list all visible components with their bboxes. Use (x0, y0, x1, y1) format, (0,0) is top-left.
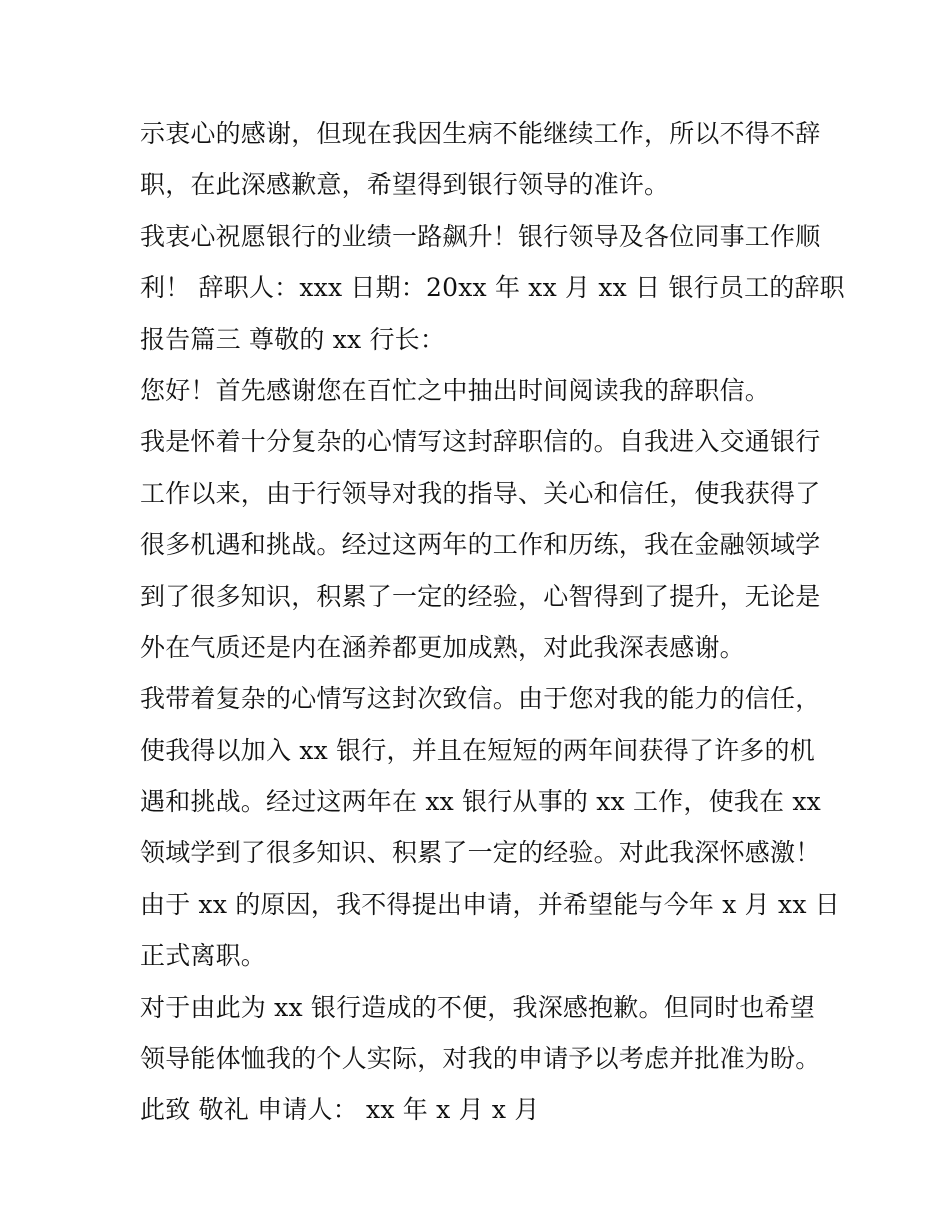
text-line: 对于由此为 xx 银行造成的不便，我深感抱歉。但同时也希望 (140, 992, 815, 1022)
text-line: 到了很多知识，积累了一定的经验，心智得到了提升，无论是 (140, 581, 821, 611)
text-line: 我是怀着十分复杂的心情写这封辞职信的。自我进入交通银行 (140, 427, 821, 457)
text-line: 外在气质还是内在涵养都更加成熟，对此我深表感谢。 (140, 632, 745, 662)
text-line: 工作以来，由于行领导对我的指导、关心和信任，使我获得了 (140, 478, 821, 508)
text-line: 领域学到了很多知识、积累了一定的经验。对此我深怀感激！ (140, 838, 821, 868)
text-line: 职，在此深感歉意，希望得到银行领导的准许。 (140, 170, 670, 200)
text-line: 很多机遇和挑战。经过这两年的工作和历练，我在金融领域学 (140, 530, 821, 560)
text-line: 正式离职。 (140, 941, 267, 971)
text-line: 报告篇三 尊敬的 xx 行长： (140, 324, 446, 354)
letter-body (140, 108, 845, 1136)
text-line: 我带着复杂的心情写这封次致信。由于您对我的能力的信任， (140, 684, 821, 714)
text-line: 我衷心祝愿银行的业绩一路飙升！银行领导及各位同事工作顺 (140, 221, 821, 251)
text-line: 此致 敬礼 申请人： xx 年 x 月 x 月 (140, 1095, 540, 1125)
text-line: 您好！首先感谢您在百忙之中抽出时间阅读我的辞职信。 (140, 375, 771, 405)
text-line: 使我得以加入 xx 银行，并且在短短的两年间获得了许多的机 (140, 735, 815, 765)
text-line: 领导能体恤我的个人实际，对我的申请予以考虑并批准为盼。 (140, 1044, 821, 1074)
text-line: 遇和挑战。经过这两年在 xx 银行从事的 xx 工作，使我在 xx (140, 787, 821, 817)
text-line: 利！ 辞职人：xxx 日期：20xx 年 xx 月 xx 日 银行员工的辞职 (140, 273, 845, 303)
text-line: 示衷心的感谢，但现在我因生病不能继续工作，所以不得不辞 (140, 119, 821, 148)
text-line: 由于 xx 的原因，我不得提出申请，并希望能与今年 x 月 xx 日 (140, 889, 840, 919)
